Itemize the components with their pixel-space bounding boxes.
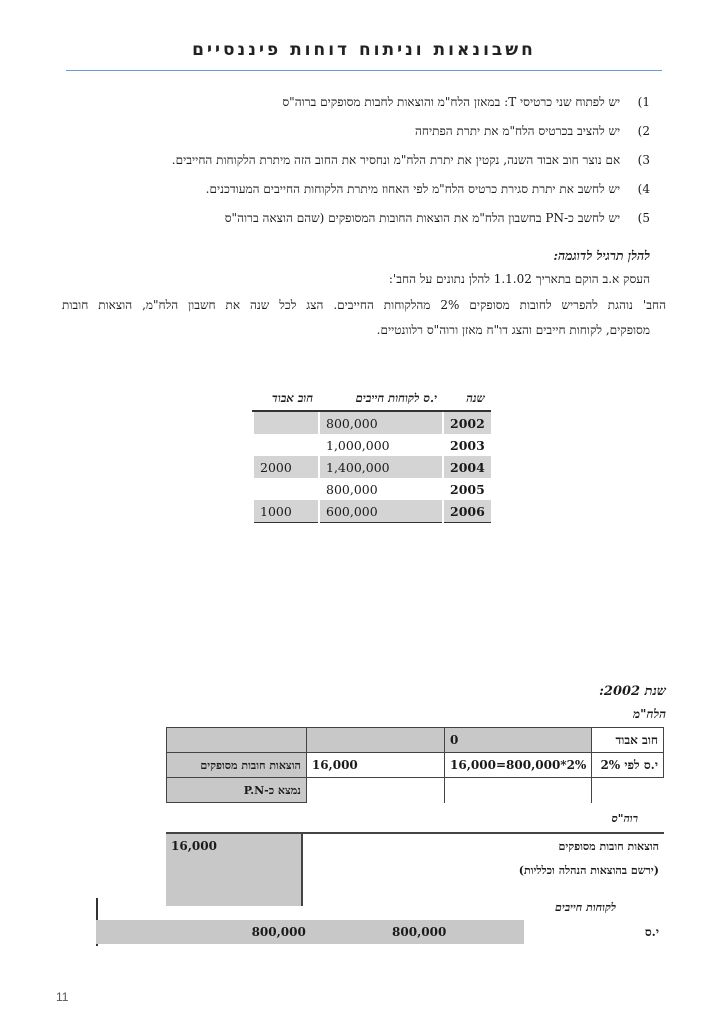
cell-receivables: 1,000,000 (319, 434, 443, 456)
col-header-receivables: י.ס לקוחות חייבים (319, 386, 443, 411)
step-number: 1) (637, 95, 650, 109)
col-header-bad-debt: חוב אבוד (253, 386, 319, 411)
lahm-row-label: חוב אבוד (592, 728, 664, 753)
table-row (253, 478, 491, 500)
table-row (166, 858, 664, 882)
table-row (96, 920, 664, 944)
lahm-desc: הוצאות חובות מסופקים (167, 753, 307, 778)
customers-value-2: 800,000 (247, 920, 387, 944)
lahm-empty-cell (592, 778, 664, 803)
pl-title: רוה"ס (611, 812, 638, 825)
exercise-line-2: החב' נוהגת להפריש לחובות מסופקים 2% מהלקוחות החייבים. הצג לכל שנה את חשבון הלח"מ, הוצאות חובות (62, 298, 666, 312)
title-divider (66, 70, 662, 71)
year-2002-heading: שנת 2002: (599, 684, 666, 699)
step-number: 3) (637, 153, 650, 167)
lahm-t-account (166, 727, 664, 803)
table-row (167, 753, 664, 778)
step-number: 2) (637, 124, 650, 138)
customers-title: לקוחות חייבים (554, 901, 616, 914)
steps-list (50, 92, 650, 237)
cell-year: 2002 (443, 411, 491, 434)
table-header-row (253, 386, 491, 411)
step-item (50, 208, 650, 237)
table-row (167, 778, 664, 803)
step-text: יש לחשב את יתרת סגירת כרטיס הלח"מ לפי האחוז מיתרת הלקוחות החייבים המעודכנים. (205, 182, 621, 196)
step-item (50, 121, 650, 150)
step-item (50, 150, 650, 179)
pl-empty-cell (166, 882, 302, 906)
cell-year: 2004 (443, 456, 491, 478)
cell-receivables: 1,400,000 (319, 456, 443, 478)
cell-bad-debt (253, 434, 319, 456)
cell-receivables: 600,000 (319, 500, 443, 523)
step-text: יש להציב בכרטיס הלח"מ את יתרת הפתיחה (415, 124, 621, 138)
lahm-empty-cell (167, 728, 307, 753)
lahm-amount: 16,000 (306, 753, 444, 778)
step-number: 4) (637, 182, 650, 196)
lahm-row-value: 0 (445, 728, 592, 753)
lahm-calc: 2%*800,000=16,000 (445, 753, 592, 778)
cell-bad-debt: 2000 (253, 456, 319, 478)
exercise-line-3: מסופקים, לקוחות חייבים והצג דו"ח מאזן ורוה"ס רלוונטיים. (376, 323, 650, 337)
customers-t-account (96, 920, 664, 944)
step-item (50, 92, 650, 121)
cell-bad-debt: 1000 (253, 500, 319, 523)
lahm-row-label: י.ס לפי 2% (592, 753, 664, 778)
pl-t-account (166, 832, 664, 906)
pl-amount: 16,000 (166, 833, 302, 858)
page-title: חשבונאות וניתוח דוחות פיננסיים (192, 40, 536, 60)
table-row (166, 833, 664, 858)
cell-receivables: 800,000 (319, 478, 443, 500)
step-number: 5) (637, 211, 650, 225)
step-text: יש לחשב כ-PN בחשבון הלח"מ את הוצאות החובות המסופקים (שהם הוצאה ברוה"ס (224, 211, 621, 225)
exercise-line-1: העסק א.ב הוקם בתאריך 1.1.02 להלן נתונים על החב': (388, 272, 650, 286)
customers-empty-cell (96, 920, 247, 944)
table-row (167, 728, 664, 753)
table-row (253, 500, 491, 523)
cell-year: 2003 (443, 434, 491, 456)
table-row (253, 456, 491, 478)
page-number: 11 (56, 990, 69, 1004)
lahm-empty-cell (306, 728, 444, 753)
table-row (253, 434, 491, 456)
lahm-pn-note: נמצא כ-P.N (167, 778, 307, 803)
lahm-title: הלח"מ (633, 707, 666, 721)
step-item (50, 179, 650, 208)
receivables-data-table (252, 386, 491, 523)
step-text: אם נוצר חוב אבוד השנה, נקטין את יתרת הלח"מ ונחסיר את החוב הזה מיתרת הלקוחות החייבים. (171, 153, 621, 167)
pl-note: (ירשם בהוצאות הנהלה וכלליות) (518, 863, 659, 877)
cell-bad-debt (253, 411, 319, 434)
cell-year: 2006 (443, 500, 491, 523)
col-header-year: שנה (443, 386, 491, 411)
lahm-empty-cell (306, 778, 444, 803)
exercise-heading: להלן תרגיל לדוגמה: (553, 248, 650, 263)
step-text: יש לפתוח שני כרטיסי T: במאזן הלח"מ והוצאות לחבות מסופקים ברוה"ס (282, 95, 621, 109)
cell-receivables: 800,000 (319, 411, 443, 434)
pl-empty-cell (166, 858, 302, 882)
cell-bad-debt (253, 478, 319, 500)
cell-year: 2005 (443, 478, 491, 500)
pl-label: הוצאות חובות מסופקים (302, 833, 664, 858)
table-row (253, 411, 491, 434)
lahm-empty-cell (445, 778, 592, 803)
customers-value-1: 800,000 (387, 920, 523, 944)
customers-label: י.ס (644, 924, 659, 939)
